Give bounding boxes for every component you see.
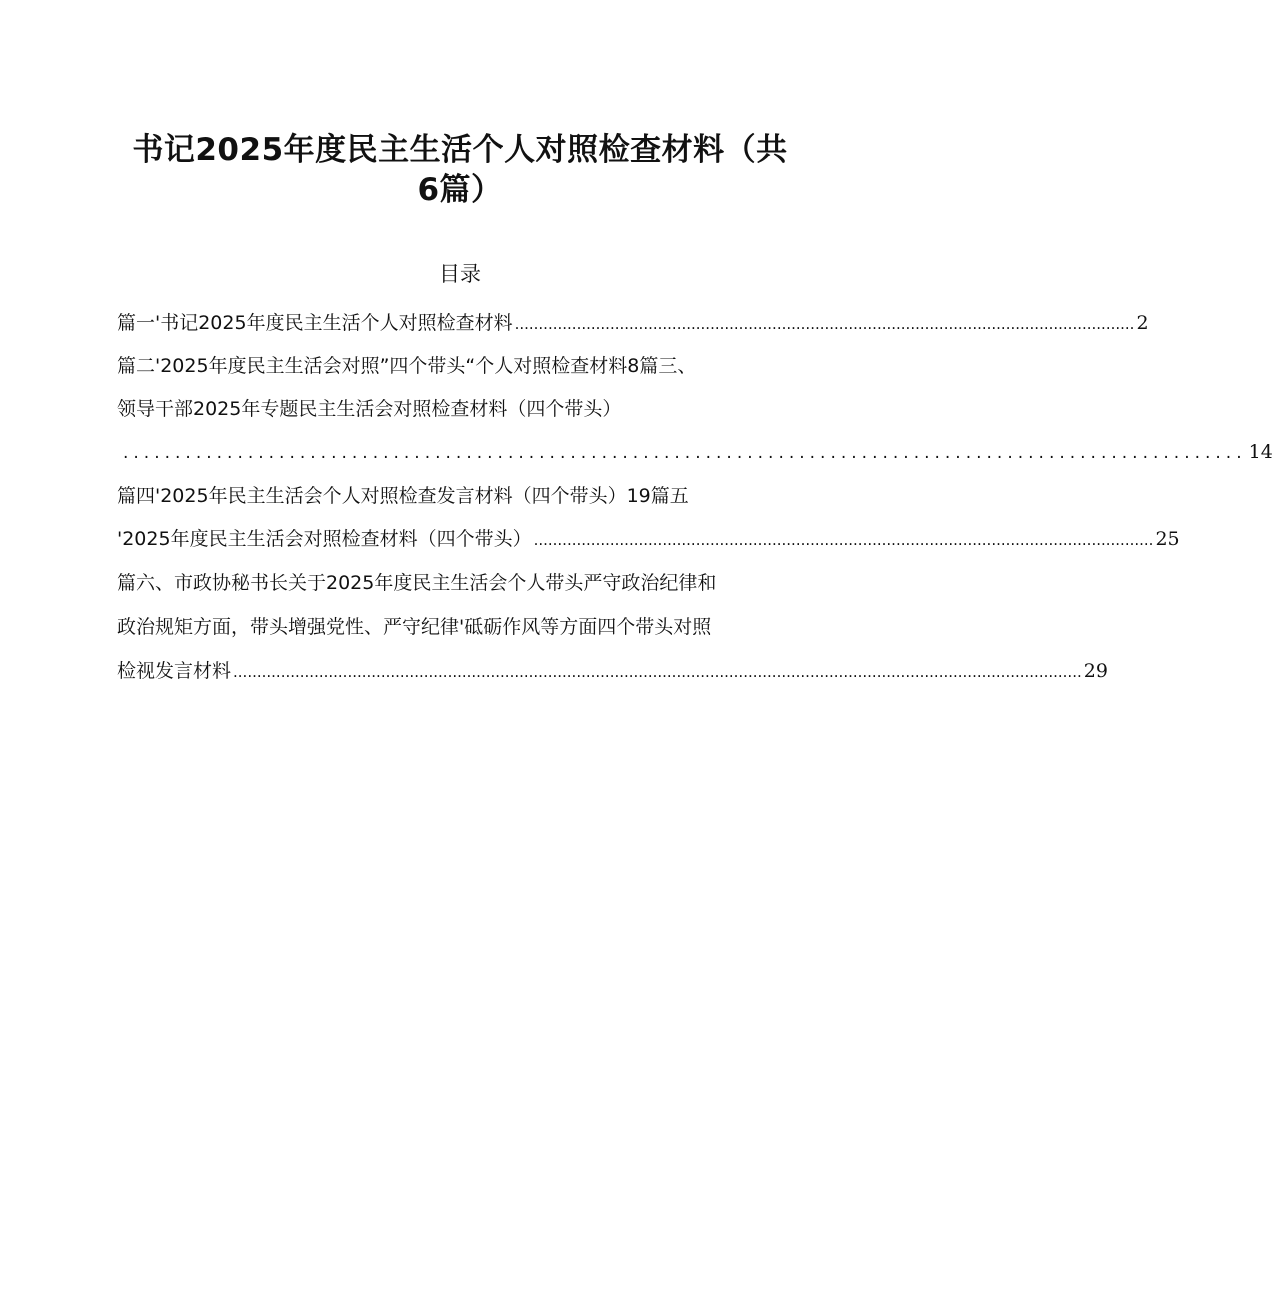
toc-entry-text: 篇六、市政协秘书长关于2025年度民主生活会个人带头严守政治纪律和 <box>117 572 717 594</box>
toc-entry-5[interactable] <box>117 524 1180 555</box>
toc-entry-6-line-3[interactable] <box>117 656 1108 687</box>
toc-entry-text: 篇四'2025年民主生活会个人对照检查发言材料（四个带头）19篇五 <box>117 485 689 507</box>
toc-entry-2[interactable] <box>117 351 820 381</box>
toc-entry-text: 检视发言材料 <box>117 660 232 682</box>
toc-page-number: 29 <box>1083 660 1108 682</box>
toc-page-number: 14 <box>1248 441 1273 463</box>
toc-entry-6-line-2[interactable] <box>117 612 820 642</box>
toc-entry-6[interactable] <box>117 568 820 598</box>
toc-entry-3[interactable] <box>117 394 820 424</box>
toc-page-number: 2 <box>1136 312 1149 334</box>
toc-entry-3-continued[interactable] <box>117 437 1273 468</box>
toc-entry-text: 政治规矩方面，带头增强党性、严守纪律'砥砺作风等方面四个带头对照 <box>117 616 712 638</box>
toc-page-number: 25 <box>1155 528 1180 550</box>
toc-entry-4[interactable] <box>117 481 820 511</box>
toc-entry-text: 篇一'书记2025年度民主生活个人对照检查材料 <box>117 312 513 334</box>
dot-leader: .................................................................................................................................. <box>514 315 1135 333</box>
toc-entry-1[interactable] <box>117 308 1149 339</box>
dot-leader: .................................................................................................................................. <box>533 531 1154 549</box>
document-title-line-2: 6篇） <box>417 172 503 208</box>
toc-entry-text: '2025年度民主生活会对照检查材料（四个带头） <box>117 528 532 550</box>
toc-heading: 目录 <box>439 262 481 286</box>
dot-leader: ............................................................................................................ <box>123 443 1247 463</box>
dot-leader: .................................................................................................................................................................................. <box>233 663 1082 681</box>
document-title-line-1: 书记2025年度民主生活个人对照检查材料（共 <box>132 132 788 168</box>
toc-entry-text: 篇二'2025年度民主生活会对照”四个带头“个人对照检查材料8篇三、 <box>117 355 697 377</box>
toc-entry-text: 领导干部2025年专题民主生活会对照检查材料（四个带头） <box>117 398 622 420</box>
